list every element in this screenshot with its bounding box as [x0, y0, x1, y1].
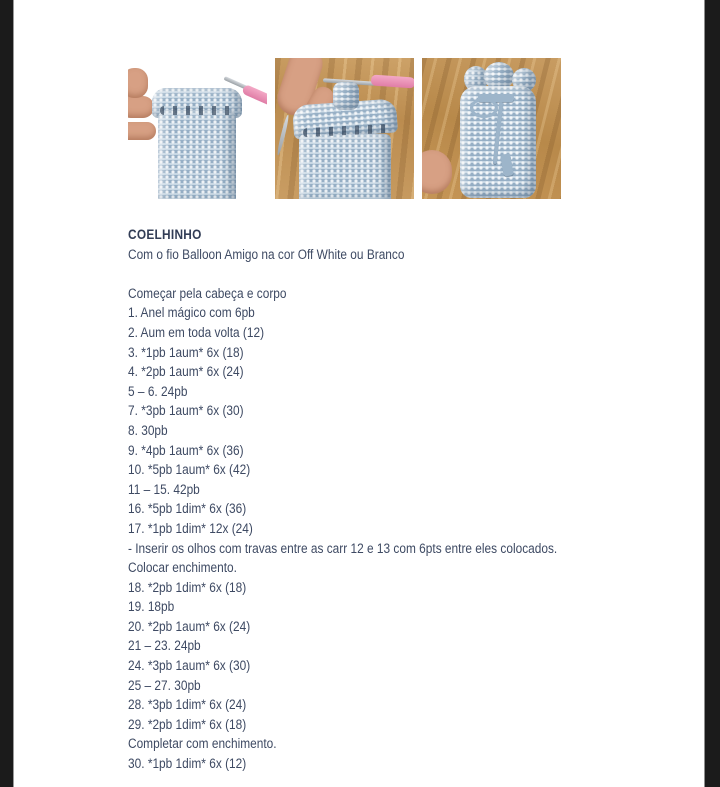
drawstring-loop [470, 98, 498, 118]
yarn-loop-wire [276, 114, 290, 156]
pattern-step-line: Colocar enchimento. [128, 560, 237, 576]
pattern-steps [128, 303, 586, 773]
hand-finger [128, 122, 156, 140]
blank-line [128, 264, 586, 284]
pattern-subtitle: Com o fio Balloon Amigo na cor Off White ou Branco [128, 246, 405, 262]
pattern-title: COELHINHO [128, 227, 202, 242]
hand [422, 150, 452, 194]
pink-crochet-hook [241, 84, 267, 106]
pattern-step-line: 4. *2pb 1aum* 6x (24) [128, 364, 244, 380]
photo-strip [128, 58, 561, 199]
pattern-step-line: 25 – 27. 30pb [128, 677, 201, 693]
pattern-step-line: 29. *2pb 1dim* 6x (18) [128, 716, 247, 732]
pattern-step-line: 2. Aum em toda volta (12) [128, 324, 265, 340]
pattern-step-line: 16. *5pb 1dim* 6x (36) [128, 501, 247, 517]
pattern-step-line: 7. *3pb 1aum* 6x (30) [128, 403, 244, 419]
photo-eyelet-closeup [275, 58, 414, 199]
pink-crochet-hook [371, 74, 414, 88]
hand-thumb [128, 68, 148, 98]
pattern-step-line: 17. *1pb 1dim* 12x (24) [128, 520, 253, 536]
pattern-step-line: 30. *1pb 1dim* 6x (12) [128, 756, 247, 772]
pattern-step-line: 20. *2pb 1aum* 6x (24) [128, 618, 251, 634]
pattern-step-line: 1. Anel mágico com 6pb [128, 305, 255, 321]
eyelet-holes [160, 106, 234, 115]
pattern-step-line: 10. *5pb 1aum* 6x (42) [128, 462, 251, 478]
pattern-step-line: 18. *2pb 1dim* 6x (18) [128, 579, 247, 595]
hand [128, 96, 154, 118]
pattern-step-line: 19. 18pb [128, 599, 175, 615]
pattern-step-line: 3. *1pb 1aum* 6x (18) [128, 344, 244, 360]
crochet-picot-tab [333, 82, 359, 110]
crochet-tube [158, 110, 236, 199]
pattern-step-line: 8. 30pb [128, 422, 168, 438]
pattern-step-line: 11 – 15. 42pb [128, 481, 200, 497]
pattern-step-line: Completar com enchimento. [128, 736, 277, 752]
pattern-step-line: 21 – 23. 24pb [128, 638, 201, 654]
pattern-step-line: 5 – 6. 24pb [128, 383, 188, 399]
pattern-step-line: 9. *4pb 1aum* 6x (36) [128, 442, 244, 458]
crochet-body [299, 134, 391, 199]
pattern-text [128, 225, 586, 774]
pattern-section-header: Começar pela cabeça e corpo [128, 285, 287, 301]
pattern-step-line: 24. *3pb 1aum* 6x (30) [128, 658, 251, 674]
photo-finished-pouch [422, 58, 561, 199]
document-page [13, 0, 705, 787]
photo-crochet-tube [128, 58, 267, 199]
pattern-step-line: 28. *3pb 1dim* 6x (24) [128, 697, 247, 713]
pattern-step-line: - Inserir os olhos com travas entre as carr 12 e 13 com 6pts entre eles colocados. [128, 540, 558, 556]
